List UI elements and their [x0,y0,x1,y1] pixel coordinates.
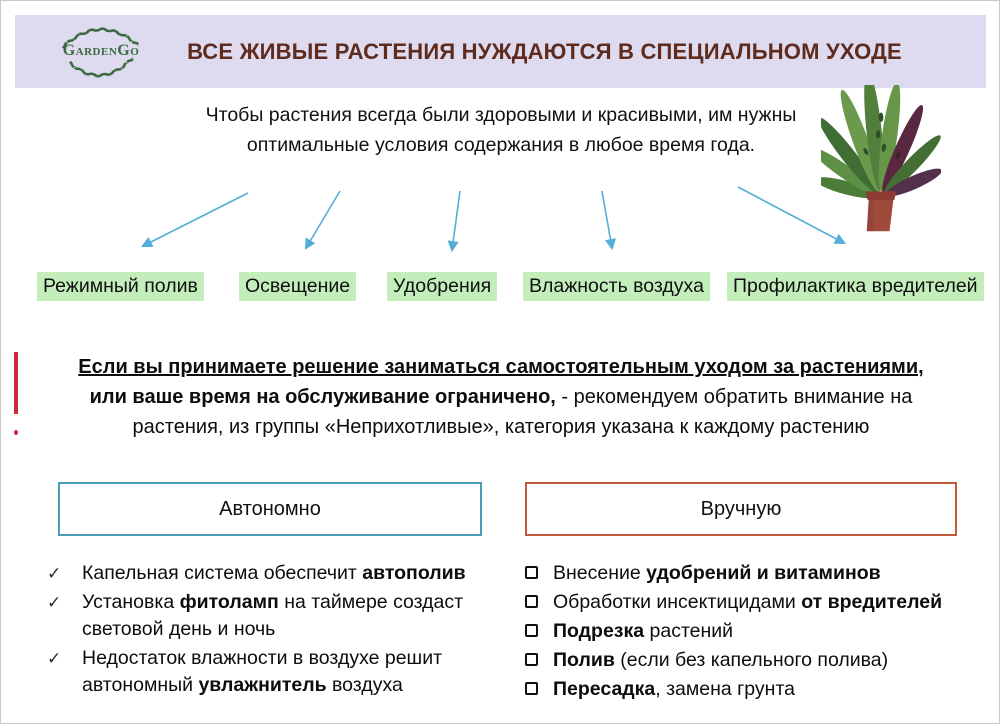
manual-list [525,560,987,705]
notice-paragraph [31,352,971,442]
list-item: ✓ Установка фитоламп на таймере создаст световой день и ночь [47,589,502,643]
slide-title: ВСЕ ЖИВЫЕ РАСТЕНИЯ НУЖДАЮТСЯ В СПЕЦИАЛЬНОМ УХОДЕ [187,38,902,64]
checkmark-icon: ✓ [47,593,62,612]
list-item: Внесение удобрений и витаминов [525,560,987,587]
red-accent-bar [14,352,18,414]
checkbox-icon [525,566,538,579]
list-item: Пересадка, замена грунта [525,676,987,703]
checkmark-icon: ✓ [47,649,62,668]
notice-line-1: Если вы принимаете решение заниматься самостоятельным уходом за растениями, [78,356,924,378]
checkmark-icon: ✓ [47,564,62,583]
arrow-to-lighting [306,191,340,248]
checkbox-icon [525,653,538,666]
header-banner [15,15,986,88]
care-label-pests: Профилактика вредителей [727,272,984,301]
autonomous-box: Автономно [58,482,482,536]
plant-image [821,85,941,237]
notice-line-2: или ваше время на обслуживание ограничено, - рекомендуем обратить внимание на [89,386,913,408]
red-accent-dot [14,430,18,435]
intro-line-2: оптимальные условия содержания в любое время года. [246,134,756,156]
list-item: ✓ Капельная система обеспечит автополив [47,560,502,587]
arrow-to-humidity [602,191,612,248]
checkbox-icon [525,595,538,608]
list-item: ✓ Недостаток влажности в воздухе решит автономный увлажнитель воздуха [47,645,502,699]
intro-line-1: Чтобы растения всегда были здоровыми и красивыми, им нужны [205,104,797,126]
logo-text: GardenGo [62,42,140,59]
list-item: Полив (если без капельного полива) [525,647,987,674]
list-item: Подрезка растений [525,618,987,645]
arrow-to-fertilizer [452,191,460,250]
autonomous-list [47,560,502,701]
checkbox-icon [525,682,538,695]
intro-text [151,100,851,160]
care-label-watering: Режимный полив [37,272,204,301]
list-item: Обработки инсектицидами от вредителей [525,589,987,616]
care-label-fertilizer: Удобрения [387,272,497,301]
notice-line-3: растения, из группы «Неприхотливые», категория указана к каждому растению [132,416,870,438]
care-label-lighting: Освещение [239,272,356,301]
care-label-humidity: Влажность воздуха [523,272,710,301]
arrow-to-watering [143,193,248,246]
manual-box: Вручную [525,482,957,536]
checkbox-icon [525,624,538,637]
